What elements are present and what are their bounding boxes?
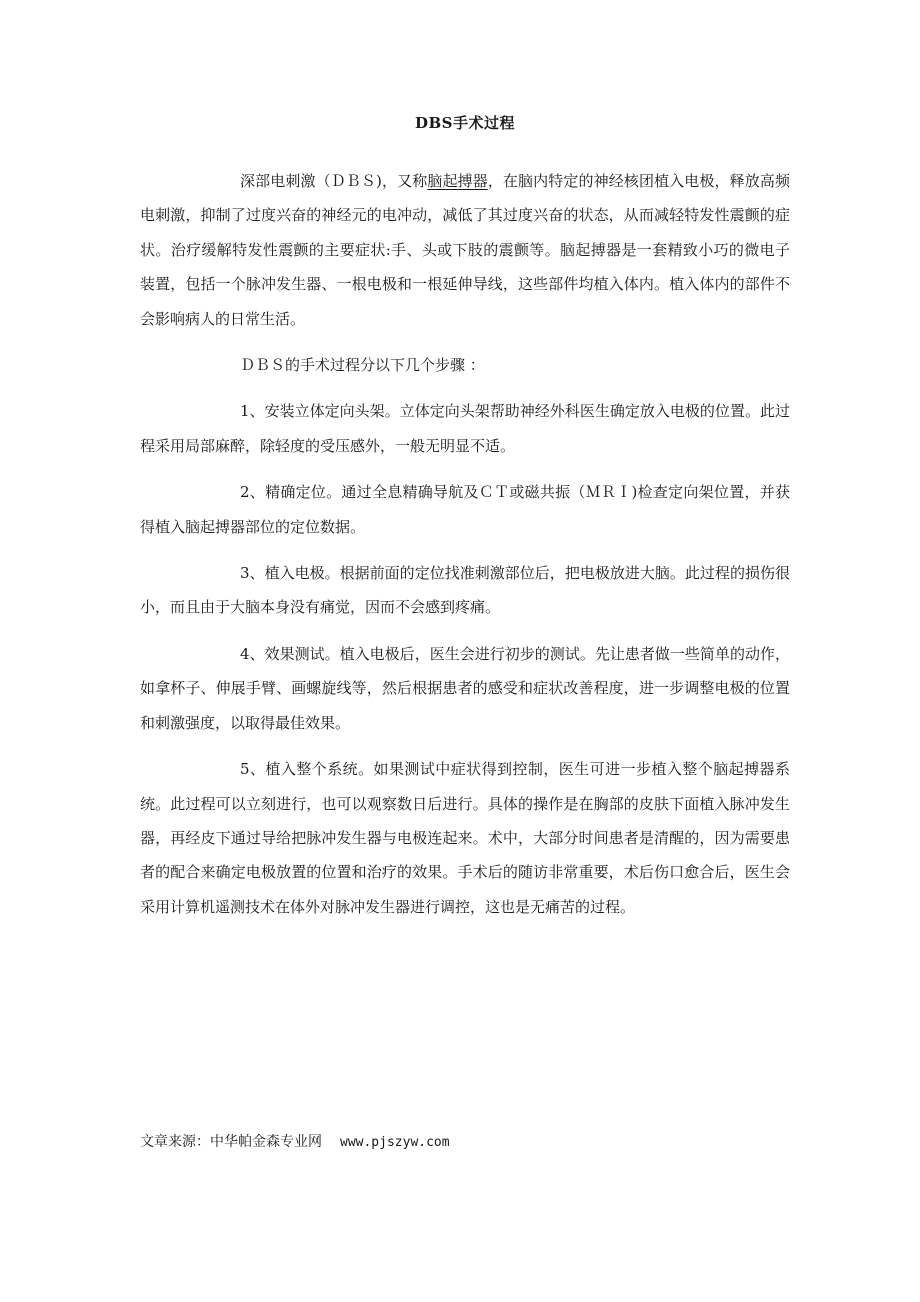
step-paragraph-3: 3、植入电极。根据前面的定位找准刺激部位后，把电极放进大脑。此过程的损伤很小，而且由于大脑本身没有痛觉，因而不会感到疼痛。: [140, 564, 790, 617]
source-label: 文章来源：中华帕金森专业网: [140, 1134, 322, 1150]
intro-text-after-link: ，在脑内特定的神经核团植入电极，释放高频电刺激，抑制了过度兴奋的神经元的电冲动，减低了其过度兴奋的状态，从而减轻特发性震颤的症状。治疗缓解特发性震颤的主要症状:手、头或下肢的震颤等。脑起搏器是一套精致小巧的微电子装置，包括一个脉冲发生器、一根电极和一根延伸导线，这些部件均植入体内。植入体内的部件不会影响病人的日常生活。: [140, 172, 790, 328]
brain-pacemaker-link[interactable]: 脑起搏器: [427, 172, 488, 190]
step-paragraph-5: 5、植入整个系统。如果测试中症状得到控制，医生可进一步植入整个脑起搏器系统。此过程可以立刻进行，也可以观察数日后进行。具体的操作是在胸部的皮肤下面植入脉冲发生器，再经皮下通过导给把脉冲发生器与电极连起来。术中，大部分时间患者是清醒的，因为需要患者的配合来确定电极放置的位置和治疗的效果。手术后的随访非常重要，术后伤口愈合后，医生会采用计算机遥测技术在体外对脉冲发生器进行调控，这也是无痛苦的过程。: [140, 760, 790, 916]
source-line: [140, 1131, 450, 1151]
steps-intro-paragraph: ＤＢＳ的手术过程分以下几个步骤 ：: [240, 356, 485, 375]
step-paragraph-1: 1、安装立体定向头架。立体定向头架帮助神经外科医生确定放入电极的位置。此过程采用局部麻醉，除轻度的受压感外，一般无明显不适。: [140, 402, 790, 455]
source-url-link[interactable]: www.pjszyw.com: [340, 1135, 450, 1150]
intro-text-before-link: 深部电刺激（ＤＢＳ)，又称: [240, 172, 428, 190]
page-title: DBS手术过程: [414, 114, 516, 132]
step-paragraph-4: 4、效果测试。植入电极后，医生会进行初步的测试。先让患者做一些简单的动作，如拿杯子、伸展手臂、画螺旋线等，然后根据患者的感受和症状改善程度，进一步调整电极的位置和刺激强度，以取得最佳效果。: [140, 644, 790, 732]
document-body: [140, 164, 790, 936]
intro-paragraph: [140, 164, 790, 336]
step-paragraph-2: 2、精确定位。通过全息精确导航及ＣＴ或磁共振（ＭＲＩ)检查定向架位置，并获得植入脑起搏器部位的定位数据。: [140, 483, 790, 536]
